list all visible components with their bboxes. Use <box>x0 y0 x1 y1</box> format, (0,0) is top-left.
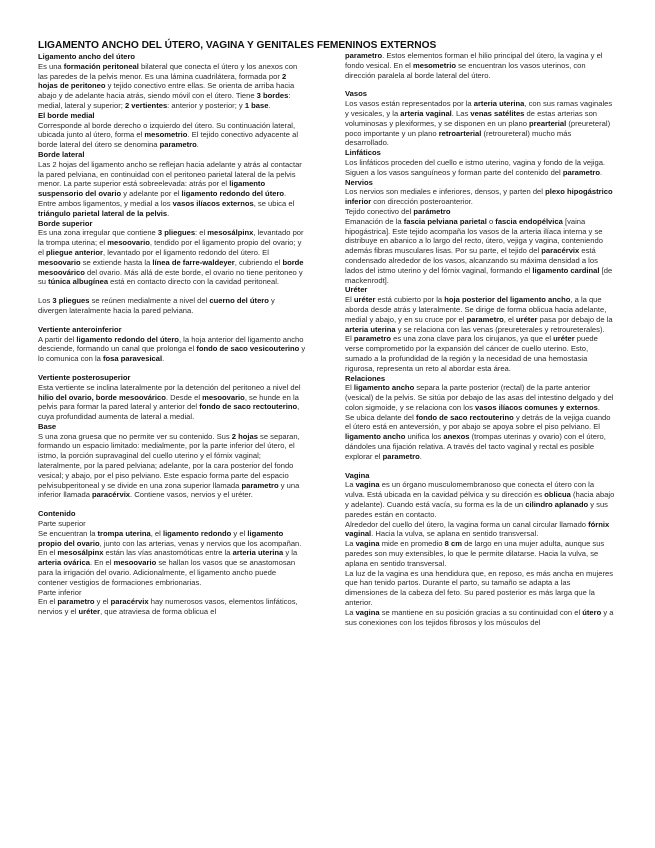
section-heading <box>345 89 615 99</box>
text-run: . Hacia la vulva, se aplana en sentido transversal. <box>371 529 539 539</box>
body-paragraph <box>345 480 615 519</box>
text-run: o <box>486 216 496 226</box>
text-run: unifica los <box>405 432 444 442</box>
text-run: . <box>597 402 600 412</box>
text-run: , cuya profundidad aumenta de lateral a medial. <box>38 402 300 422</box>
text-run: Borde superior <box>38 218 93 228</box>
body-paragraph <box>345 334 615 373</box>
text-run: , levantado por el ligamento redondo del útero. El <box>103 247 269 257</box>
bold-term: parametro <box>353 334 392 344</box>
section-heading <box>38 219 306 229</box>
paragraph-spacer <box>38 500 306 509</box>
text-run: pasa por debajo de la <box>537 314 613 324</box>
text-run: separa la parte posterior (rectal) de la parte anterior (vesical) de la pelvis. Se sitúa por debajo de las asas del intestino delgado y del colon sigmoide, y se relaciona con los <box>345 383 614 412</box>
section-heading <box>345 374 615 384</box>
text-run: . <box>196 140 199 150</box>
text-run: : el <box>195 228 208 238</box>
bold-term: fascia endopélvica <box>495 216 563 226</box>
text-run: : anterior y posterior; y <box>167 100 245 110</box>
text-run: . <box>268 100 271 110</box>
bold-term: ligamento redondo <box>162 528 232 538</box>
text-run: Nervios <box>345 177 373 187</box>
text-run: Esta vertiente se inclina lateralmente por la detención del peritoneo a nivel del <box>38 382 301 392</box>
bold-term: fórnix vaginal <box>345 519 610 539</box>
text-run: es una zona clave para los cirujanos, ya que el <box>391 334 554 344</box>
text-run: y se relaciona con las venas (preureterales y retroureterales). <box>395 324 605 334</box>
bold-term: uréter <box>78 607 101 617</box>
text-run: Es una <box>38 61 64 71</box>
section-heading <box>38 325 306 335</box>
bold-term: arteria uterina <box>345 324 396 334</box>
text-run: Linfáticos <box>345 148 381 158</box>
text-run: . El tejido conectivo adyacente al borde lateral del útero se denomina <box>38 130 299 150</box>
text-run: A partir del <box>38 334 77 344</box>
bold-term: mesometrio <box>412 60 457 70</box>
text-run: Los linfáticos proceden del cuello e istmo uterino, vagina y fondo de la vejiga. Siguen a los vasos sanguíneos y forman parte del contenido del <box>345 157 606 177</box>
right-column <box>345 51 615 627</box>
text-run: , la hoja anterior del ligamento ancho desciende, formando un canal que prolonga el <box>38 334 304 354</box>
text-run: Se ubica delante del <box>345 412 416 422</box>
text-run: , cubriendo el <box>234 257 283 267</box>
text-run: [de mackenrodt]. <box>345 265 613 285</box>
body-paragraph <box>345 520 615 540</box>
text-run: El borde medial <box>38 110 95 120</box>
left-column <box>38 52 306 617</box>
body-paragraph <box>345 217 615 286</box>
section-heading <box>38 52 306 62</box>
text-run: Vertiente posterosuperior <box>38 372 131 382</box>
bold-term: paracérvix <box>110 597 149 607</box>
bold-term: hoja posterior del ligamento ancho <box>444 295 571 305</box>
bold-term: fondo de saco rectouterino <box>199 402 298 412</box>
text-run: están las vías anastomóticas entre la <box>103 548 233 558</box>
bold-term: mesoovario <box>202 392 245 402</box>
bold-term: parámetro <box>413 206 451 216</box>
text-run: (hacia abajo y adelante). Cuando está vacía, su forma es la de un <box>345 490 615 510</box>
text-run: bilateral que conecta el útero y los anexos con las paredes de la pelvis menor. Es una lámina cuadrilátera, formada por <box>38 61 298 81</box>
paragraph-spacer <box>38 364 306 373</box>
paragraph-spacer <box>38 316 306 325</box>
bold-term: arteria uterina <box>232 548 284 558</box>
text-run: . Entre ambos ligamentos, y medial a los <box>38 189 287 208</box>
text-run: se encuentran los vasos uterinos, con dirección paralela al borde lateral del útero. <box>345 60 586 80</box>
text-run: está cubierto por la <box>375 295 445 305</box>
bold-term: fondo de saco vesicouterino <box>196 344 300 354</box>
body-paragraph <box>38 383 306 422</box>
bold-term: borde mesoovárico <box>38 257 304 277</box>
text-run: se hallan los vasos que se anastomosan para la irrigación del ovario. Adicionalmente, el ligamento ancho puede contener vestigios de formaciones embrionarias. <box>38 558 296 587</box>
body-paragraph <box>345 158 615 178</box>
bold-term: mesosálpinx <box>207 228 254 238</box>
text-run: La luz de la vagina es una hendidura que, en reposo, es más ancha en mujeres que han tenido partos. Durante el parto, su tamaño se adapta a las dimensiones de la cabeza del feto. Su pared posterior es más larga que la anterior. <box>345 568 614 608</box>
body-paragraph <box>38 160 306 219</box>
bold-term: arteria uterina <box>473 99 525 109</box>
text-run: Borde lateral <box>38 149 85 159</box>
text-run: mide en promedio <box>379 539 445 549</box>
text-run: y el <box>94 597 111 607</box>
body-paragraph <box>345 383 615 412</box>
bold-term: retroarterial <box>438 128 482 138</box>
text-run: , se hunde en la pelvis para formar la pared lateral y anterior del <box>38 392 299 412</box>
bold-term: uréter <box>353 295 376 305</box>
body-paragraph <box>38 62 306 111</box>
body-paragraph <box>38 529 306 588</box>
section-heading <box>345 178 615 188</box>
bold-term: formación peritoneal <box>63 61 139 71</box>
subsection-label <box>38 588 306 598</box>
bold-term: fosa paravesical <box>103 354 163 364</box>
bold-term: trompa uterina <box>97 528 151 538</box>
text-run: hay numerosos vasos, elementos linfáticos, nervios y el <box>38 597 298 617</box>
bold-term: plexo hipogástrico inferior <box>345 187 613 207</box>
bold-term: 1 base <box>244 100 269 110</box>
text-run: se extiende hasta la <box>80 257 153 267</box>
text-run: Vagina <box>345 470 370 480</box>
text-run: del ovario. Más allá de este borde, el ovario no tiene peritoneo y su <box>38 267 303 287</box>
text-run: (trompas uterinas y ovario) con el útero, dándoles una fijación relativa. A través del tacto vaginal y rectal es posible explorar el <box>345 432 606 461</box>
body-paragraph <box>345 295 615 334</box>
bold-term: arteria ovárica <box>38 558 90 568</box>
bold-term: túnica albugínea <box>48 277 109 287</box>
bold-term: paracérvix <box>541 246 580 256</box>
bold-term: mesoovario <box>38 257 81 267</box>
text-run: . <box>599 167 603 177</box>
text-run: Las 2 hojas del ligamento ancho se reflejan hacia adelante y atrás al contactar la pared pelviana, en continuidad con el peritoneo parietal lateral de la pelvis menor. La parte superior está sobreelevada: atrás por el <box>38 159 302 189</box>
bold-term: 2 hojas de peritoneo <box>38 71 287 91</box>
subsection-label <box>38 519 306 529</box>
body-paragraph <box>345 413 615 462</box>
text-run: . Contiene vasos, nervios y el uréter. <box>130 490 253 500</box>
bold-term: ligamento redondo del útero <box>181 189 285 199</box>
bold-term: mesoovario <box>113 558 157 568</box>
text-run: Tejido conectivo del <box>345 206 414 216</box>
bold-term: línea de farre-waldeyer <box>152 257 235 267</box>
bold-term: parametro <box>345 51 383 60</box>
bold-term: arteria vaginal <box>400 108 452 118</box>
bold-term: mesoovario <box>107 238 150 248</box>
text-run: , a la que aborda desde atrás y lateralmente. Se dirige de forma oblicua hacia adelante, medial y abajo, y en su cruce por el <box>345 295 607 324</box>
bold-term: hilio del ovario, borde mesoovárico <box>38 392 166 402</box>
text-run: y el <box>231 528 248 538</box>
bold-term: parametro <box>382 451 420 461</box>
text-run: se reúnen medialmente a nivel del <box>89 296 210 306</box>
text-run: El <box>345 295 354 305</box>
bold-term: parametro <box>466 314 504 324</box>
bold-term: 2 vertientes <box>124 100 168 110</box>
text-run: (preureteral) poco importante y un plano <box>345 118 611 138</box>
text-run: Los nervios son mediales e inferiores, densos, y parten del <box>345 187 546 197</box>
text-run: y la <box>283 548 298 558</box>
text-run: Alrededor del cuello del útero, la vagina forma un canal circular llamado <box>345 519 589 529</box>
bold-term: 2 hojas <box>231 431 258 441</box>
text-run: Contenido <box>38 509 76 519</box>
text-run: está condensado alrededor de los vasos, alcanzando su máxima densidad a los lados del istmo uterino y del fórnix vaginal, formando el <box>345 246 598 275</box>
text-run: . Desde el <box>165 392 203 402</box>
text-run: , tendido por el ligamento propio del ovario; y el <box>38 238 302 257</box>
text-run: Es una zona irregular que contiene <box>38 228 158 238</box>
text-run: S una zona gruesa que no permite ver su contenido. Sus <box>38 431 232 441</box>
bold-term: útero <box>582 607 602 617</box>
bold-term: cilindro aplanado <box>525 500 589 510</box>
text-run: y tejido conectivo entre ellas. Se orienta de arriba hacia abajo y de adelante hacia atrás, siendo móvil con el útero. Tiene <box>38 81 295 101</box>
bold-term: anexos <box>443 432 470 442</box>
text-run: Emanación de la <box>345 216 404 226</box>
text-run: Ligamento ancho del útero <box>38 52 136 61</box>
subsection-label <box>345 207 615 217</box>
text-run: , con sus ramas vaginales y vesicales, y la <box>345 99 613 118</box>
text-run: En el <box>38 597 58 607</box>
text-run: y sus paredes están en contacto. <box>345 500 608 519</box>
bold-term: fascia pelviana parietal <box>403 216 487 226</box>
text-run: Corresponde al borde derecho o izquierdo del útero. Su continuación lateral, ubicada junto al útero, forma el <box>38 120 296 140</box>
text-run: y lo comunica con la <box>38 344 306 364</box>
body-paragraph <box>38 432 306 501</box>
text-run: Parte superior <box>38 519 86 529</box>
text-run: Uréter <box>345 285 368 295</box>
text-run: Los vasos están representados por la <box>345 99 474 109</box>
body-paragraph <box>345 51 615 80</box>
bold-term: ligamento redondo del útero <box>76 334 179 344</box>
text-run: y divergen lateralmente hacia la pared pelviana. <box>38 296 275 315</box>
bold-term: parametro <box>562 167 600 177</box>
text-run: . <box>419 451 422 461</box>
text-run: con dirección posteroanterior. <box>371 197 473 207</box>
section-heading <box>38 509 306 519</box>
document-title: LIGAMENTO ANCHO DEL ÚTERO, VAGINA Y GENITALES FEMENINOS EXTERNOS <box>38 40 437 51</box>
bold-term: 3 pliegues <box>157 228 196 238</box>
text-run: de largo en una mujer adulta, aunque sus paredes son muy extensibles, lo que le permite dilatarse. Hacia la vulva, se aplana en sentido transversal. <box>345 539 605 568</box>
bold-term: paracérvix <box>92 490 131 500</box>
body-paragraph <box>38 228 306 287</box>
bold-term: vagina <box>355 607 380 617</box>
text-run: El <box>345 334 354 344</box>
bold-term: ligamento suspensorio del ovario <box>38 179 266 199</box>
body-paragraph <box>38 121 306 150</box>
text-run: puede verse comprometido por la expansión del cáncer de cuello uterino. Esto, sumado a la profundidad de la región y la necesidad de una hemostasia rigurosa, representa un reto al abordar esta área. <box>345 334 598 373</box>
section-heading <box>345 471 615 481</box>
text-run: se mantiene en su posición gracias a su continuidad con el <box>379 607 583 617</box>
section-heading <box>38 373 306 383</box>
bold-term: prearterial <box>529 118 567 128</box>
text-run: El <box>345 383 354 393</box>
text-run: , junto con las arterias, venas y nervios que los acompañan. En el <box>38 538 302 558</box>
bold-term: vagina <box>355 539 380 549</box>
text-run: y detrás de la vejiga cuando el útero está en anteversión, y por abajo se apoya sobre el piso pelviano. El <box>345 412 611 432</box>
text-run: , el <box>150 528 163 538</box>
bold-term: parametro <box>159 140 197 150</box>
text-run: La <box>345 607 356 617</box>
bold-term: vagina <box>355 480 380 490</box>
text-run: La <box>345 539 356 549</box>
bold-term: ligamento propio del ovario <box>38 528 284 548</box>
text-run: . <box>167 208 170 218</box>
text-run: Relaciones <box>345 373 386 383</box>
text-run: : medial, lateral y superior; <box>38 91 291 110</box>
section-heading <box>38 150 306 160</box>
section-heading <box>38 111 306 121</box>
text-run: , se ubica el <box>253 198 295 208</box>
bold-term: parametro <box>241 480 279 490</box>
text-run: Se encuentran la <box>38 528 98 538</box>
paragraph-spacer <box>38 287 306 296</box>
bold-term: uréter <box>553 334 575 344</box>
paragraph-spacer <box>345 80 615 89</box>
text-run: Vertiente anteroinferior <box>38 324 122 334</box>
bold-term: 8 cm <box>444 539 462 549</box>
text-run: Parte inferior <box>38 587 82 597</box>
text-run: y a sus conexiones con los tejidos fibrosos y los músculos del <box>345 607 614 627</box>
bold-term: vasos ilíacos externos <box>172 198 254 208</box>
text-run: . Las <box>451 108 471 118</box>
text-run: [vaina hipogástrica]. Este tejido acompaña los vasos de la arteria ilíaca interna y se distribuye en abanico a lo largo del recto, útero, vejiga y vagina, conteniendo además fibras musculares lisas. Por su parte, el tejido del <box>345 216 603 256</box>
text-run: . <box>162 354 165 364</box>
body-paragraph <box>345 569 615 608</box>
bold-term: mesosálpinx <box>57 548 104 558</box>
bold-term: pliegue anterior <box>46 247 103 257</box>
text-run: , levantado por la trompa uterina; el <box>38 228 304 248</box>
text-run: . En el <box>89 558 114 568</box>
text-run: está en contacto directo con la cavidad peritoneal. <box>108 277 280 287</box>
text-run: (retroureteral) mucho más desarrollado. <box>345 128 572 148</box>
text-run: Vasos <box>345 89 367 99</box>
text-run: de estas arterias son voluminosas y plexiformes, y se disponen en un plano <box>345 108 598 128</box>
bold-term: cuerno del útero <box>209 296 269 306</box>
bold-term: 3 bordes <box>256 91 289 101</box>
section-heading <box>38 422 306 432</box>
bold-term: uréter <box>515 314 538 324</box>
text-run: se separan, formando un espacio limitado: medialmente, por la parte inferior del útero, el istmo, la porción supravaginal del cuello uterino y el fórnix vaginal; lateralmente, por la pared pelviana; adelante, por la cara posterior del fondo vesical; y abajo, por el piso pelviano. Este espacio forma parte del espacio pelvisubperitoneal y se divide en una zona superior llamada <box>38 431 300 490</box>
text-run: , el <box>503 314 516 324</box>
body-paragraph <box>345 539 615 568</box>
bold-term: triángulo parietal lateral de la pelvis <box>38 208 168 218</box>
text-run: y una inferior llamada <box>38 480 300 500</box>
text-run: es un órgano musculomembranoso que conecta el útero con la vulva. Está ubicada en la cavidad pélvica y su dirección es <box>345 480 595 500</box>
bold-term: vasos ilíacos comunes y externos <box>475 402 598 412</box>
bold-term: venas satélites <box>470 108 525 118</box>
bold-term: oblicua <box>544 490 571 500</box>
bold-term: ligamento ancho <box>345 432 406 442</box>
bold-term: fondo de saco rectouterino <box>415 412 514 422</box>
body-paragraph <box>345 608 615 628</box>
text-run: Base <box>38 421 57 431</box>
paragraph-spacer <box>345 462 615 471</box>
bold-term: ligamento ancho <box>353 383 415 393</box>
text-run: La <box>345 480 356 490</box>
text-run: Los <box>38 296 53 306</box>
body-paragraph <box>38 597 306 617</box>
bold-term: 3 pliegues <box>52 296 90 306</box>
body-paragraph <box>38 296 306 316</box>
section-heading <box>345 148 615 158</box>
body-paragraph <box>345 187 615 207</box>
text-run: y adelante por el <box>121 189 182 199</box>
body-paragraph <box>345 99 615 148</box>
text-run: , que atraviesa de forma oblicua el <box>100 607 217 617</box>
bold-term: ligamento cardinal <box>532 265 600 275</box>
text-run: . Estos elementos forman el hilio principal del útero, la vagina y el fondo vesical. En el <box>345 51 603 70</box>
body-paragraph <box>38 335 306 364</box>
bold-term: parametro <box>57 597 95 607</box>
bold-term: mesometrio <box>144 130 188 140</box>
section-heading <box>345 285 615 295</box>
